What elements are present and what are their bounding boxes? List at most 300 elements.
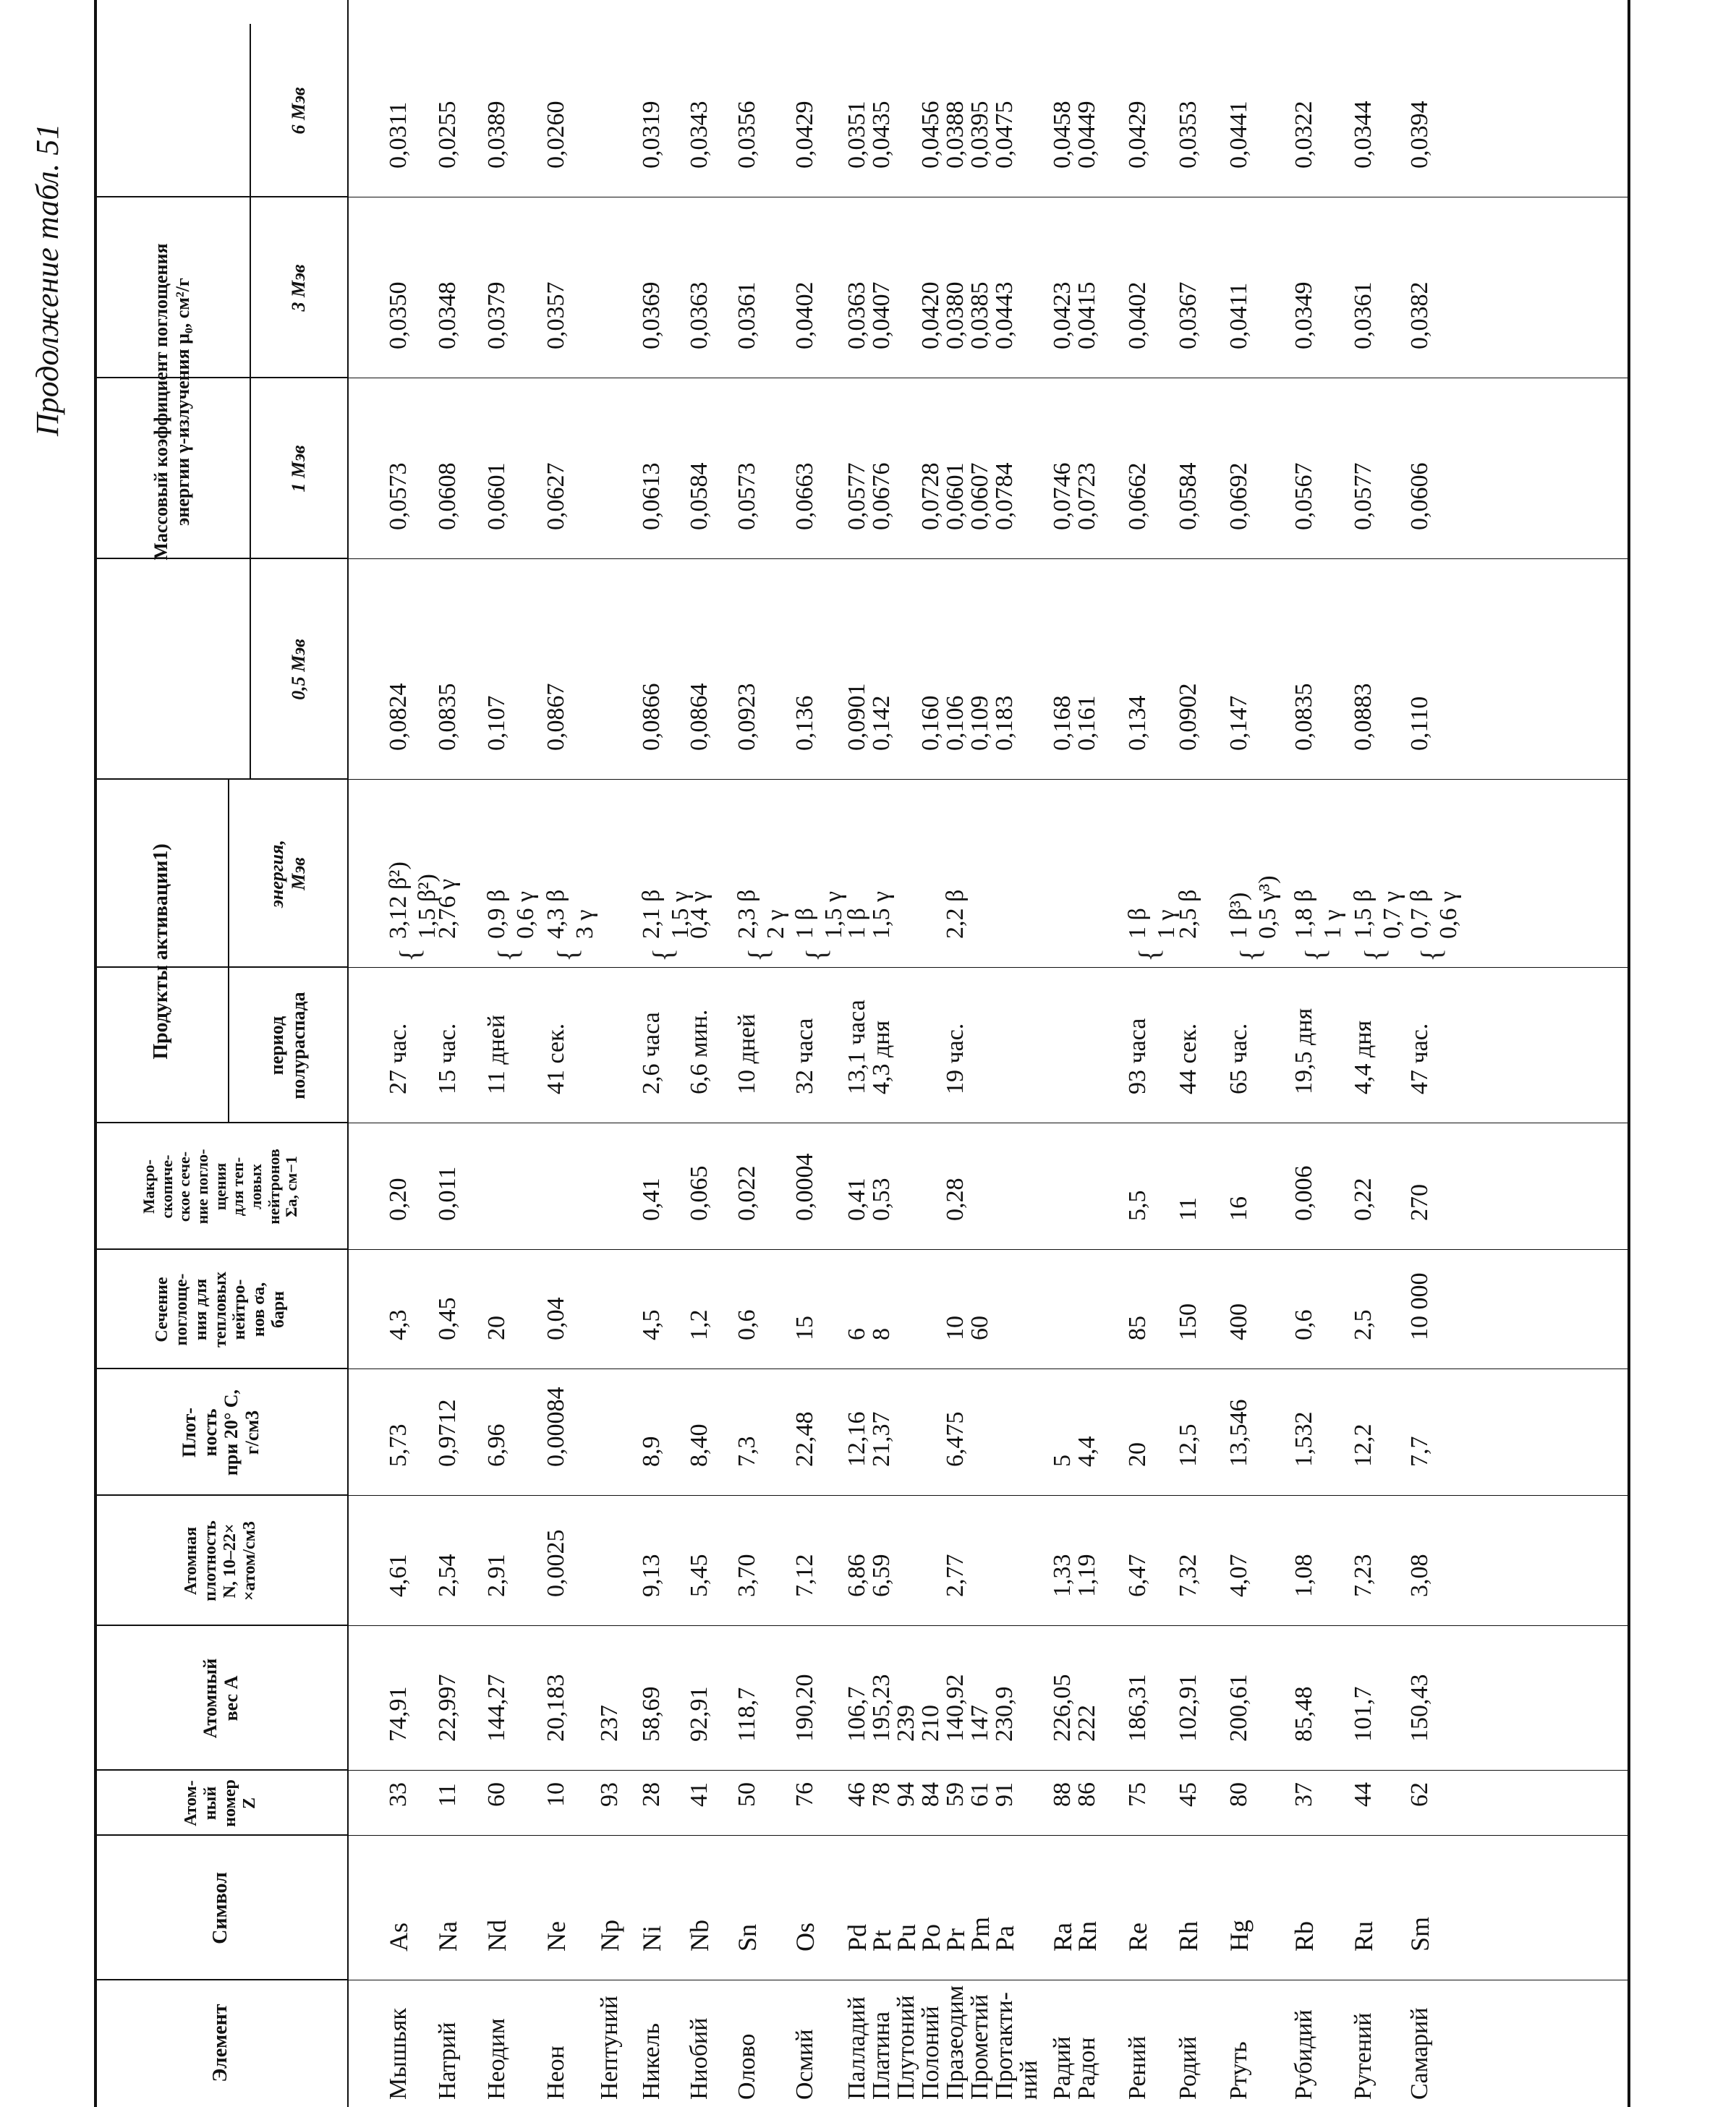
cell-m6: 0,0343 xyxy=(686,101,712,169)
cell-sig: 60 xyxy=(966,1316,993,1340)
header-z xyxy=(94,1771,347,1836)
cell-z: 76 xyxy=(791,1782,818,1807)
brace-mark: { xyxy=(1234,948,1267,962)
cell-mac: 0,28 xyxy=(942,1178,969,1221)
column-divider xyxy=(347,558,1628,559)
cell-m6: 0,0389 xyxy=(483,101,510,169)
cell-a: 106,7 xyxy=(843,1686,870,1742)
cell-rho: 1,532 xyxy=(1290,1411,1317,1467)
cell-m6: 0,0344 xyxy=(1350,101,1377,169)
cell-el: Самарий xyxy=(1406,2007,1433,2100)
cell-sym: Pu xyxy=(892,1923,921,1951)
cell-z: 44 xyxy=(1350,1782,1377,1807)
cell-sym: Re xyxy=(1123,1923,1152,1951)
cell-rho: 21,37 xyxy=(868,1411,895,1467)
header-mu xyxy=(94,24,250,780)
cell-mac: 0,0004 xyxy=(791,1153,818,1221)
cell-m1: 0,0601 xyxy=(942,462,969,530)
cell-rho: 12,5 xyxy=(1175,1423,1201,1467)
cell-m6: 0,0255 xyxy=(434,101,461,169)
cell-energy: 0,7 β xyxy=(1406,889,1433,939)
cell-rho: 0,00084 xyxy=(542,1387,569,1467)
cell-m05: 0,0867 xyxy=(542,683,569,751)
cell-n: 6,47 xyxy=(1124,1554,1151,1597)
cell-m1: 0,0607 xyxy=(966,462,993,530)
header-sigma-text: Сечение поглоще- ния для тепловых нейтро- нов σa, барн xyxy=(152,1272,289,1348)
brace-mark: { xyxy=(393,948,426,962)
cell-m05: 0,142 xyxy=(868,695,895,751)
cell-m6: 0,0435 xyxy=(868,101,895,169)
cell-n: 3,70 xyxy=(733,1554,760,1597)
cell-a: 200,61 xyxy=(1225,1674,1252,1742)
cell-m1: 0,0573 xyxy=(733,462,760,530)
cell-el: Радий xyxy=(1049,2036,1076,2100)
cell-m1: 0,0584 xyxy=(686,462,712,530)
brace-mark: { xyxy=(492,948,524,962)
cell-m6: 0,0322 xyxy=(1290,101,1317,169)
cell-energy: 1,5 γ xyxy=(667,890,694,939)
cell-hl: 2,6 часа xyxy=(638,1012,665,1094)
cell-z: 80 xyxy=(1225,1782,1252,1807)
cell-a: 147 xyxy=(966,1705,993,1742)
cell-m3: 0,0423 xyxy=(1049,281,1076,349)
header-mu3 xyxy=(250,197,347,378)
cell-m6: 0,0356 xyxy=(733,101,760,169)
cell-rho: 7,7 xyxy=(1406,1436,1433,1467)
cell-m6: 0,0456 xyxy=(917,101,944,169)
header-mu1 xyxy=(250,378,347,559)
cell-m3: 0,0349 xyxy=(1290,281,1317,349)
cell-rho: 6,475 xyxy=(942,1411,969,1467)
cell-a: 186,31 xyxy=(1124,1674,1151,1742)
header-a-text: Атомный вес A xyxy=(199,1658,242,1739)
cell-a: 237 xyxy=(596,1705,623,1742)
cell-sig: 400 xyxy=(1225,1303,1252,1340)
cell-energy: 1 γ xyxy=(1153,909,1180,939)
cell-rho: 22,48 xyxy=(791,1411,818,1467)
cell-energy: 1,5 γ xyxy=(820,890,847,939)
cell-sym: Na xyxy=(433,1921,462,1951)
column-divider xyxy=(250,196,347,197)
cell-rho: 20 xyxy=(1124,1442,1151,1467)
brace-mark: { xyxy=(1358,948,1391,962)
header-mu6-text: 6 Мэв xyxy=(287,87,309,135)
cell-sym: As xyxy=(384,1922,413,1951)
cell-energy: 2 γ xyxy=(762,909,789,939)
cell-m6: 0,0429 xyxy=(791,101,818,169)
cell-m1: 0,0577 xyxy=(1350,462,1377,530)
cell-energy: 1,8 β xyxy=(1290,889,1317,939)
cell-hl: 11 дней xyxy=(483,1014,510,1094)
cell-n: 6,86 xyxy=(843,1554,870,1597)
brace-mark: { xyxy=(647,948,679,962)
cell-a: 190,20 xyxy=(791,1674,818,1742)
cell-z: 46 xyxy=(843,1782,870,1807)
cell-el: Прометий xyxy=(966,1994,993,2100)
cell-energy: 0,7 γ xyxy=(1379,890,1405,939)
cell-mac: 270 xyxy=(1406,1184,1433,1221)
header-energy xyxy=(228,780,347,968)
column-divider xyxy=(347,779,1628,780)
cell-m3: 0,0363 xyxy=(843,281,870,349)
cell-m6: 0,0475 xyxy=(991,101,1018,169)
cell-m3: 0,0350 xyxy=(385,281,412,349)
cell-z: 50 xyxy=(733,1782,760,1807)
header-mu6 xyxy=(250,24,347,197)
cell-energy: 1 β xyxy=(843,908,870,939)
cell-m1: 0,0613 xyxy=(638,462,665,530)
cell-hl: 47 час. xyxy=(1406,1023,1433,1094)
cell-hl: 93 часа xyxy=(1124,1018,1151,1094)
cell-sig: 10 000 xyxy=(1406,1272,1433,1340)
cell-m1: 0,0784 xyxy=(991,462,1018,530)
cell-a: 118,7 xyxy=(733,1687,760,1742)
cell-sym: Nb xyxy=(685,1920,714,1951)
cell-m05: 0,110 xyxy=(1406,696,1433,751)
header-n xyxy=(94,1496,347,1626)
cell-el: Олово xyxy=(733,2033,760,2100)
rule-line xyxy=(347,0,349,2107)
column-divider xyxy=(228,966,347,968)
cell-sym: Ra xyxy=(1048,1923,1077,1951)
header-mu05-text: 0,5 Мэв xyxy=(287,639,309,700)
cell-el: Ниобий xyxy=(686,2017,712,2100)
cell-m1: 0,0601 xyxy=(483,462,510,530)
cell-n: 1,33 xyxy=(1049,1554,1076,1597)
header-mu-text: Массовый коэффициент поглощения энергии γ-излучения μ₀, см²/г xyxy=(150,243,193,561)
cell-sym: Pa xyxy=(990,1925,1019,1951)
cell-n: 1,08 xyxy=(1290,1554,1317,1597)
cell-mac: 0,41 xyxy=(638,1178,665,1221)
cell-mac: 0,006 xyxy=(1290,1165,1317,1221)
cell-sig: 85 xyxy=(1124,1316,1151,1340)
cell-z: 91 xyxy=(991,1782,1018,1807)
cell-a: 102,91 xyxy=(1175,1674,1201,1742)
cell-m05: 0,109 xyxy=(966,695,993,751)
header-halflife xyxy=(228,968,347,1123)
cell-m6: 0,0449 xyxy=(1073,101,1100,169)
cell-el: Ртуть xyxy=(1225,2041,1252,2100)
brace-mark: { xyxy=(800,948,833,962)
cell-n: 3,08 xyxy=(1406,1554,1433,1597)
cell-el: Радон xyxy=(1073,2037,1100,2100)
cell-sym: Ru xyxy=(1349,1920,1378,1951)
cell-a: 210 xyxy=(917,1705,944,1742)
header-energy-text: энергия, Мэв xyxy=(266,840,309,908)
cell-energy: 0,4 γ xyxy=(686,890,712,939)
cell-sig: 1,2 xyxy=(686,1309,712,1340)
brace-mark: { xyxy=(551,948,584,962)
cell-hl: 44 сек. xyxy=(1175,1023,1201,1094)
cell-el: Нептуний xyxy=(596,1996,623,2100)
header-mu05 xyxy=(250,559,347,780)
cell-el: Полоний xyxy=(917,2006,944,2100)
cell-rho: 6,96 xyxy=(483,1423,510,1467)
header-element xyxy=(94,1980,347,2106)
header-sigma xyxy=(94,1250,347,1369)
cell-sym: Pt xyxy=(867,1929,896,1951)
cell-el: Неон xyxy=(542,2046,569,2100)
cell-m05: 0,136 xyxy=(791,695,818,751)
cell-sym: Hg xyxy=(1225,1920,1254,1951)
cell-sig: 15 xyxy=(791,1316,818,1340)
header-a xyxy=(94,1626,347,1771)
cell-sig: 150 xyxy=(1175,1303,1201,1340)
cell-m05: 0,0824 xyxy=(385,683,412,751)
cell-z: 11 xyxy=(434,1783,461,1807)
cell-m05: 0,147 xyxy=(1225,695,1252,751)
cell-n: 2,54 xyxy=(434,1554,461,1597)
cell-z: 93 xyxy=(596,1782,623,1807)
cell-m3: 0,0385 xyxy=(966,281,993,349)
cell-z: 10 xyxy=(542,1782,569,1807)
cell-m3: 0,0361 xyxy=(1350,281,1377,349)
cell-m3: 0,0415 xyxy=(1073,281,1100,349)
header-symbol-text: Символ xyxy=(209,1872,232,1944)
cell-m6: 0,0394 xyxy=(1406,101,1433,169)
cell-m3: 0,0348 xyxy=(434,281,461,349)
cell-rho: 8,40 xyxy=(686,1423,712,1467)
cell-sym: Sm xyxy=(1405,1916,1434,1951)
cell-rho: 5,73 xyxy=(385,1423,412,1467)
cell-rho: 0,9712 xyxy=(434,1399,461,1467)
brace-mark: { xyxy=(1415,948,1447,962)
cell-m1: 0,0723 xyxy=(1073,462,1100,530)
cell-sym: Pr xyxy=(941,1928,970,1951)
cell-mac: 0,22 xyxy=(1350,1178,1377,1221)
cell-sym: Nd xyxy=(482,1920,511,1951)
cell-m05: 0,0835 xyxy=(434,683,461,751)
cell-a: 226,05 xyxy=(1049,1674,1076,1742)
cell-a: 140,92 xyxy=(942,1674,969,1742)
cell-m3: 0,0369 xyxy=(638,281,665,349)
cell-m1: 0,0606 xyxy=(1406,462,1433,530)
cell-energy: 0,5 γ³) xyxy=(1254,875,1281,939)
cell-mac: 11 xyxy=(1175,1197,1201,1221)
cell-m1: 0,0728 xyxy=(917,462,944,530)
cell-mac: 0,065 xyxy=(686,1165,712,1221)
cell-hl: 15 час. xyxy=(434,1023,461,1094)
cell-m05: 0,0866 xyxy=(638,683,665,751)
cell-m6: 0,0353 xyxy=(1175,101,1201,169)
cell-a: 20,183 xyxy=(542,1674,569,1742)
cell-hl: 4,3 дня xyxy=(868,1020,895,1094)
cell-energy: 1,5 γ xyxy=(868,890,895,939)
cell-sig: 4,5 xyxy=(638,1309,665,1340)
header-element-text: Элемент xyxy=(209,2004,232,2082)
header-mu3-text: 3 Мэв xyxy=(287,264,309,312)
cell-sym: Np xyxy=(595,1920,624,1951)
cell-sig: 20 xyxy=(483,1316,510,1340)
brace-mark: { xyxy=(1299,948,1332,962)
header-symbol xyxy=(94,1836,347,1980)
cell-n: 2,91 xyxy=(483,1554,510,1597)
header-mu1-text: 1 Мэв xyxy=(287,445,309,493)
cell-m3: 0,0402 xyxy=(791,281,818,349)
cell-m3: 0,0361 xyxy=(733,281,760,349)
cell-m6: 0,0311 xyxy=(385,101,412,169)
cell-el: Рубидий xyxy=(1290,2009,1317,2100)
cell-energy: 1 γ xyxy=(1319,909,1346,939)
cell-rho: 12,16 xyxy=(843,1411,870,1467)
cell-n: 4,61 xyxy=(385,1554,412,1597)
header-rho xyxy=(94,1369,347,1496)
cell-m3: 0,0382 xyxy=(1406,281,1433,349)
brace-mark: { xyxy=(1133,948,1165,962)
column-divider xyxy=(347,1770,1628,1771)
cell-hl: 4,4 дня xyxy=(1350,1020,1377,1094)
cell-el: Родий xyxy=(1175,2036,1201,2100)
cell-m1: 0,0584 xyxy=(1175,462,1201,530)
cell-a: 222 xyxy=(1073,1705,1100,1742)
cell-z: 75 xyxy=(1124,1782,1151,1807)
cell-energy: 0,9 β xyxy=(483,889,510,939)
cell-sig: 10 xyxy=(942,1316,969,1340)
cell-sig: 2,5 xyxy=(1350,1309,1377,1340)
cell-m3: 0,0443 xyxy=(991,281,1018,349)
cell-sig: 4,3 xyxy=(385,1309,412,1340)
cell-energy: 2,76 γ xyxy=(434,878,461,939)
cell-el: Рутений xyxy=(1350,2012,1377,2100)
cell-sig: 0,04 xyxy=(542,1297,569,1340)
cell-m3: 0,0402 xyxy=(1124,281,1151,349)
cell-a: 195,23 xyxy=(868,1674,895,1742)
cell-energy: 3,12 β²) xyxy=(385,861,412,939)
cell-mac: 16 xyxy=(1225,1196,1252,1221)
cell-a: 92,91 xyxy=(686,1686,712,1742)
brace-mark: { xyxy=(742,948,775,962)
cell-el: Плутоний xyxy=(893,1995,919,2100)
cell-m1: 0,0573 xyxy=(385,462,412,530)
header-macro xyxy=(94,1123,347,1250)
column-divider xyxy=(250,558,347,559)
cell-el: ний xyxy=(1016,2060,1042,2100)
cell-hl: 19,5 дня xyxy=(1290,1008,1317,1094)
cell-z: 60 xyxy=(483,1782,510,1807)
cell-z: 78 xyxy=(868,1782,895,1807)
cell-m1: 0,0627 xyxy=(542,462,569,530)
cell-el: Палладий xyxy=(843,1996,870,2100)
cell-el: Осмий xyxy=(791,2029,818,2100)
cell-sym: Sn xyxy=(733,1923,762,1951)
cell-n: 7,32 xyxy=(1175,1554,1201,1597)
cell-m6: 0,0319 xyxy=(638,101,665,169)
cell-hl: 65 час. xyxy=(1225,1023,1252,1094)
cell-m6: 0,0395 xyxy=(966,101,993,169)
cell-m05: 0,168 xyxy=(1049,695,1076,751)
cell-z: 61 xyxy=(966,1782,993,1807)
cell-a: 22,997 xyxy=(434,1674,461,1742)
cell-z: 37 xyxy=(1290,1782,1317,1807)
cell-rho: 4,4 xyxy=(1073,1436,1100,1467)
cell-energy: 2,2 β xyxy=(942,889,969,939)
column-divider xyxy=(347,1249,1628,1250)
header-n-text: Атомная плотность N, 10–22× ×атом/см3 xyxy=(182,1520,259,1601)
cell-rho: 8,9 xyxy=(638,1436,665,1467)
cell-m3: 0,0420 xyxy=(917,281,944,349)
cell-z: 59 xyxy=(942,1782,969,1807)
cell-energy: 1 β xyxy=(791,908,818,939)
cell-z: 33 xyxy=(385,1782,412,1807)
cell-m6: 0,0351 xyxy=(843,101,870,169)
cell-m05: 0,161 xyxy=(1073,695,1100,751)
cell-m05: 0,106 xyxy=(942,695,969,751)
cell-rho: 7,3 xyxy=(733,1436,760,1467)
cell-n: 1,19 xyxy=(1073,1554,1100,1597)
cell-sig: 0,45 xyxy=(434,1297,461,1340)
cell-m3: 0,0357 xyxy=(542,281,569,349)
column-divider xyxy=(347,1625,1628,1626)
cell-z: 62 xyxy=(1406,1782,1433,1807)
cell-n: 7,23 xyxy=(1350,1554,1377,1597)
cell-m1: 0,0567 xyxy=(1290,462,1317,530)
cell-mac: 0,41 xyxy=(843,1178,870,1221)
cell-mac: 5,5 xyxy=(1124,1190,1151,1221)
cell-a: 239 xyxy=(893,1705,919,1742)
cell-el: Платина xyxy=(868,2011,895,2100)
cell-m3: 0,0367 xyxy=(1175,281,1201,349)
cell-el: Рений xyxy=(1124,2035,1151,2100)
cell-n: 5,45 xyxy=(686,1554,712,1597)
cell-z: 45 xyxy=(1175,1782,1201,1807)
cell-a: 150,43 xyxy=(1406,1674,1433,1742)
cell-n: 0,0025 xyxy=(542,1529,569,1597)
cell-a: 101,7 xyxy=(1350,1686,1377,1742)
cell-sig: 8 xyxy=(868,1328,895,1340)
cell-m3: 0,0411 xyxy=(1225,282,1252,349)
cell-hl: 27 час. xyxy=(385,1023,412,1094)
cell-m1: 0,0746 xyxy=(1049,462,1076,530)
cell-sig: 6 xyxy=(843,1328,870,1340)
cell-m05: 0,0883 xyxy=(1350,683,1377,751)
cell-a: 74,91 xyxy=(385,1686,412,1742)
cell-energy: 1 β³) xyxy=(1225,892,1252,939)
cell-sym: Pm xyxy=(966,1916,995,1951)
cell-el: Натрий xyxy=(434,2022,461,2100)
cell-sym: Pd xyxy=(843,1923,872,1951)
cell-energy: 0,6 γ xyxy=(512,890,539,939)
cell-hl: 41 сек. xyxy=(542,1023,569,1094)
cell-n: 6,59 xyxy=(868,1554,895,1597)
cell-m1: 0,0608 xyxy=(434,462,461,530)
cell-mac: 0,011 xyxy=(434,1166,461,1221)
cell-m6: 0,0441 xyxy=(1225,101,1252,169)
cell-sym: Ne xyxy=(542,1921,571,1951)
header-z-text: Атом- ный номер Z xyxy=(182,1779,259,1827)
cell-m05: 0,0901 xyxy=(843,683,870,751)
cell-mac: 0,022 xyxy=(733,1165,760,1221)
cell-hl: 6,6 мин. xyxy=(686,1009,712,1094)
cell-sig: 0,6 xyxy=(1290,1309,1317,1340)
header-halflife-text: период полураспада xyxy=(266,992,309,1099)
cell-rho: 5 xyxy=(1049,1455,1076,1467)
cell-el: Протакти- xyxy=(991,1992,1018,2100)
cell-m05: 0,0864 xyxy=(686,683,712,751)
cell-el: Мышьяк xyxy=(385,2008,412,2100)
cell-energy: 0,6 γ xyxy=(1435,890,1462,939)
cell-hl: 10 дней xyxy=(733,1013,760,1094)
cell-hl: 13,1 часа xyxy=(843,1000,870,1094)
column-divider xyxy=(347,1835,1628,1836)
cell-hl: 32 часа xyxy=(791,1018,818,1094)
cell-m05: 0,134 xyxy=(1124,695,1151,751)
column-divider xyxy=(250,377,347,378)
header-macro-text: Макро- скопиче- ское сече- ние погло- щения для теп- ловых нейтронов Σa, см−1 xyxy=(140,1149,301,1225)
cell-m1: 0,0663 xyxy=(791,462,818,530)
cell-z: 84 xyxy=(917,1782,944,1807)
cell-hl: 19 час. xyxy=(942,1023,969,1094)
cell-m6: 0,0388 xyxy=(942,101,969,169)
